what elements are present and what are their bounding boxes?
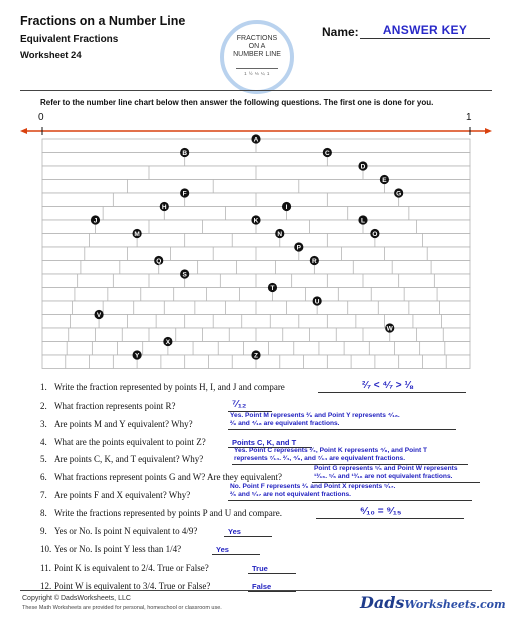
point-m-label: M xyxy=(134,230,140,238)
question-5 xyxy=(40,454,203,464)
point-i-label: I xyxy=(285,203,288,211)
question-number: 11. xyxy=(40,563,51,573)
question-6 xyxy=(40,472,282,482)
point-t-label: T xyxy=(270,284,275,292)
dadsworksheets-logo xyxy=(360,593,506,612)
answer-text: ⁷⁄₁₂ xyxy=(232,399,247,410)
point-e-label: E xyxy=(382,176,387,184)
number-line-start-label: 0 xyxy=(38,112,44,123)
question-text: What are the points equivalent to point Z? xyxy=(54,437,206,447)
logo-main: Dads xyxy=(360,593,405,612)
footer-divider xyxy=(20,590,492,591)
question-10 xyxy=(40,544,181,554)
question-text: Point W is equivalent to 3/4. True or False? xyxy=(54,581,211,591)
question-text: What fractions represent points G and W? Are they equivalent? xyxy=(54,472,283,482)
right-arrow-icon xyxy=(485,128,492,134)
point-r-label: R xyxy=(312,257,317,265)
point-q-label: Q xyxy=(156,257,162,265)
answer-line xyxy=(212,554,260,555)
number-line-end-label: 1 xyxy=(466,112,472,123)
question-number: 3. xyxy=(40,419,47,429)
point-b-label: B xyxy=(182,149,188,157)
question-number: 4. xyxy=(40,437,47,447)
point-x-label: X xyxy=(165,338,171,346)
answer-line xyxy=(224,536,272,537)
question-number: 7. xyxy=(40,490,47,500)
answer-text: represents ⁷⁄₁₄. ²⁄₄, ⁴⁄₈, and ⁷⁄₁₄ are equivalent fractions. xyxy=(234,455,406,462)
answer-text: Point G represents ⁵⁄₆ and Point W represents xyxy=(314,465,458,472)
answer-line xyxy=(248,573,296,574)
answer-text: ²⁄₆ and ⁵⁄₁₇ are not equivalent fractions. xyxy=(230,491,352,498)
question-7 xyxy=(40,490,190,500)
question-number: 12. xyxy=(40,581,52,591)
point-j-label: J xyxy=(93,217,98,225)
point-k-label: K xyxy=(253,217,259,225)
answer-text: Yes xyxy=(216,544,229,554)
point-n-label: N xyxy=(277,230,283,238)
answer-text: Yes. Point M represents ²⁄₉ and Point Y represents ⁴⁄₁₈. xyxy=(230,412,400,419)
point-g-label: G xyxy=(396,190,402,198)
question-9 xyxy=(40,526,197,536)
question-3 xyxy=(40,419,193,429)
answer-line xyxy=(228,500,472,501)
answer-text: Yes. Point C represents ²⁄₄, Point K represents ⁴⁄₈, and Point T xyxy=(234,447,428,454)
point-w-label: W xyxy=(386,325,393,333)
point-u-label: U xyxy=(314,298,320,306)
question-text: Are points C, K, and T equivalent? Why? xyxy=(54,454,204,464)
question-4 xyxy=(40,437,206,447)
point-d-label: D xyxy=(360,163,366,171)
question-11 xyxy=(40,563,209,573)
worksheet-subtitle: Equivalent Fractions xyxy=(20,34,119,45)
point-c-label: C xyxy=(324,149,330,157)
point-a-label: A xyxy=(253,136,259,144)
question-text: Write the fractions represented by points P and U and compare. xyxy=(54,508,282,518)
question-text: Yes or No. Is point Y less than 1/4? xyxy=(54,544,182,554)
question-number: 8. xyxy=(40,508,47,518)
point-s-label: S xyxy=(182,271,187,279)
answer-line xyxy=(316,518,464,519)
answer-key: ANSWER KEY xyxy=(382,23,468,37)
question-number: 5. xyxy=(40,454,47,464)
answer-text: True xyxy=(252,563,268,573)
name-label: Name: xyxy=(322,25,359,39)
answer-text: Points C, K, and T xyxy=(232,437,297,447)
point-y-label: Y xyxy=(134,352,140,360)
question-number: 9. xyxy=(40,526,47,536)
answer-line xyxy=(248,591,296,592)
fraction-row-15 xyxy=(42,315,470,329)
fraction-row-9 xyxy=(42,234,470,248)
question-text: What fraction represents point R? xyxy=(54,401,176,411)
point-o-label: O xyxy=(372,230,378,238)
answer-text: ⁶⁄₁₀ = ⁹⁄₁₅ xyxy=(360,506,402,517)
copyright: Copyright © DadsWorksheets, LLC xyxy=(22,595,131,602)
question-text: Yes or No. Is point N equivalent to 4/9? xyxy=(54,526,198,536)
point-z-label: Z xyxy=(254,352,258,360)
worksheet-title: Fractions on a Number Line xyxy=(20,14,186,28)
fraction-row-3 xyxy=(42,153,470,167)
answer-text: No. Point F represents ²⁄₆ and Point X represents ⁵⁄₁₇. xyxy=(230,483,396,490)
worksheet-number: Worksheet 24 xyxy=(20,50,82,61)
question-number: 2. xyxy=(40,401,47,411)
question-number: 1. xyxy=(40,382,47,392)
question-2 xyxy=(40,401,175,411)
answer-text: ¹³⁄₁₆. ⁵⁄₆ and ¹³⁄₁₆ are not equivalent fractions. xyxy=(314,473,453,480)
fraction-row-5 xyxy=(42,180,470,194)
fraction-row-11 xyxy=(42,261,470,275)
question-8 xyxy=(40,508,282,518)
instructions: Refer to the number line chart below then answer the following questions. The first one is done for you. xyxy=(40,98,434,107)
badge-line-1: FRACTIONS xyxy=(236,35,278,42)
answer-text: Yes xyxy=(228,526,241,536)
question-number: 10. xyxy=(40,544,52,554)
question-text: Point K is equivalent to 2/4. True or False? xyxy=(54,563,209,573)
badge-ticks: 1 ½ ⅓ ¼ 1 xyxy=(244,71,270,76)
question-number: 6. xyxy=(40,472,47,482)
fraction-row-13 xyxy=(42,288,470,302)
answer-text: False xyxy=(252,581,272,591)
question-text: Write the fraction represented by points H, I, and J and compare xyxy=(54,382,285,392)
answer-line xyxy=(228,429,456,430)
badge-line-2: ON A xyxy=(248,43,266,50)
answer-text: ²⁄₉ and ⁴⁄₁₈ are equivalent fractions. xyxy=(230,420,340,427)
question-1 xyxy=(40,382,285,392)
question-text: Are points M and Y equivalent? Why? xyxy=(54,419,193,429)
point-v-label: V xyxy=(96,311,102,319)
point-f-label: F xyxy=(182,190,187,198)
left-arrow-icon xyxy=(20,128,27,134)
question-text: Are points F and X equivalent? Why? xyxy=(54,490,191,500)
point-p-label: P xyxy=(296,244,301,252)
logo-rest: Worksheets.com xyxy=(404,598,506,611)
point-l-label: L xyxy=(361,217,365,225)
badge-line-3: NUMBER LINE xyxy=(233,51,281,58)
answer-text: ²⁄₇ < ⁴⁄₇ > ⅛ xyxy=(362,380,413,391)
point-h-label: H xyxy=(161,203,167,211)
disclaimer: These Math Worksheets are provided for personal, homeschool or classroom use. xyxy=(22,605,222,611)
answer-line xyxy=(318,392,466,393)
